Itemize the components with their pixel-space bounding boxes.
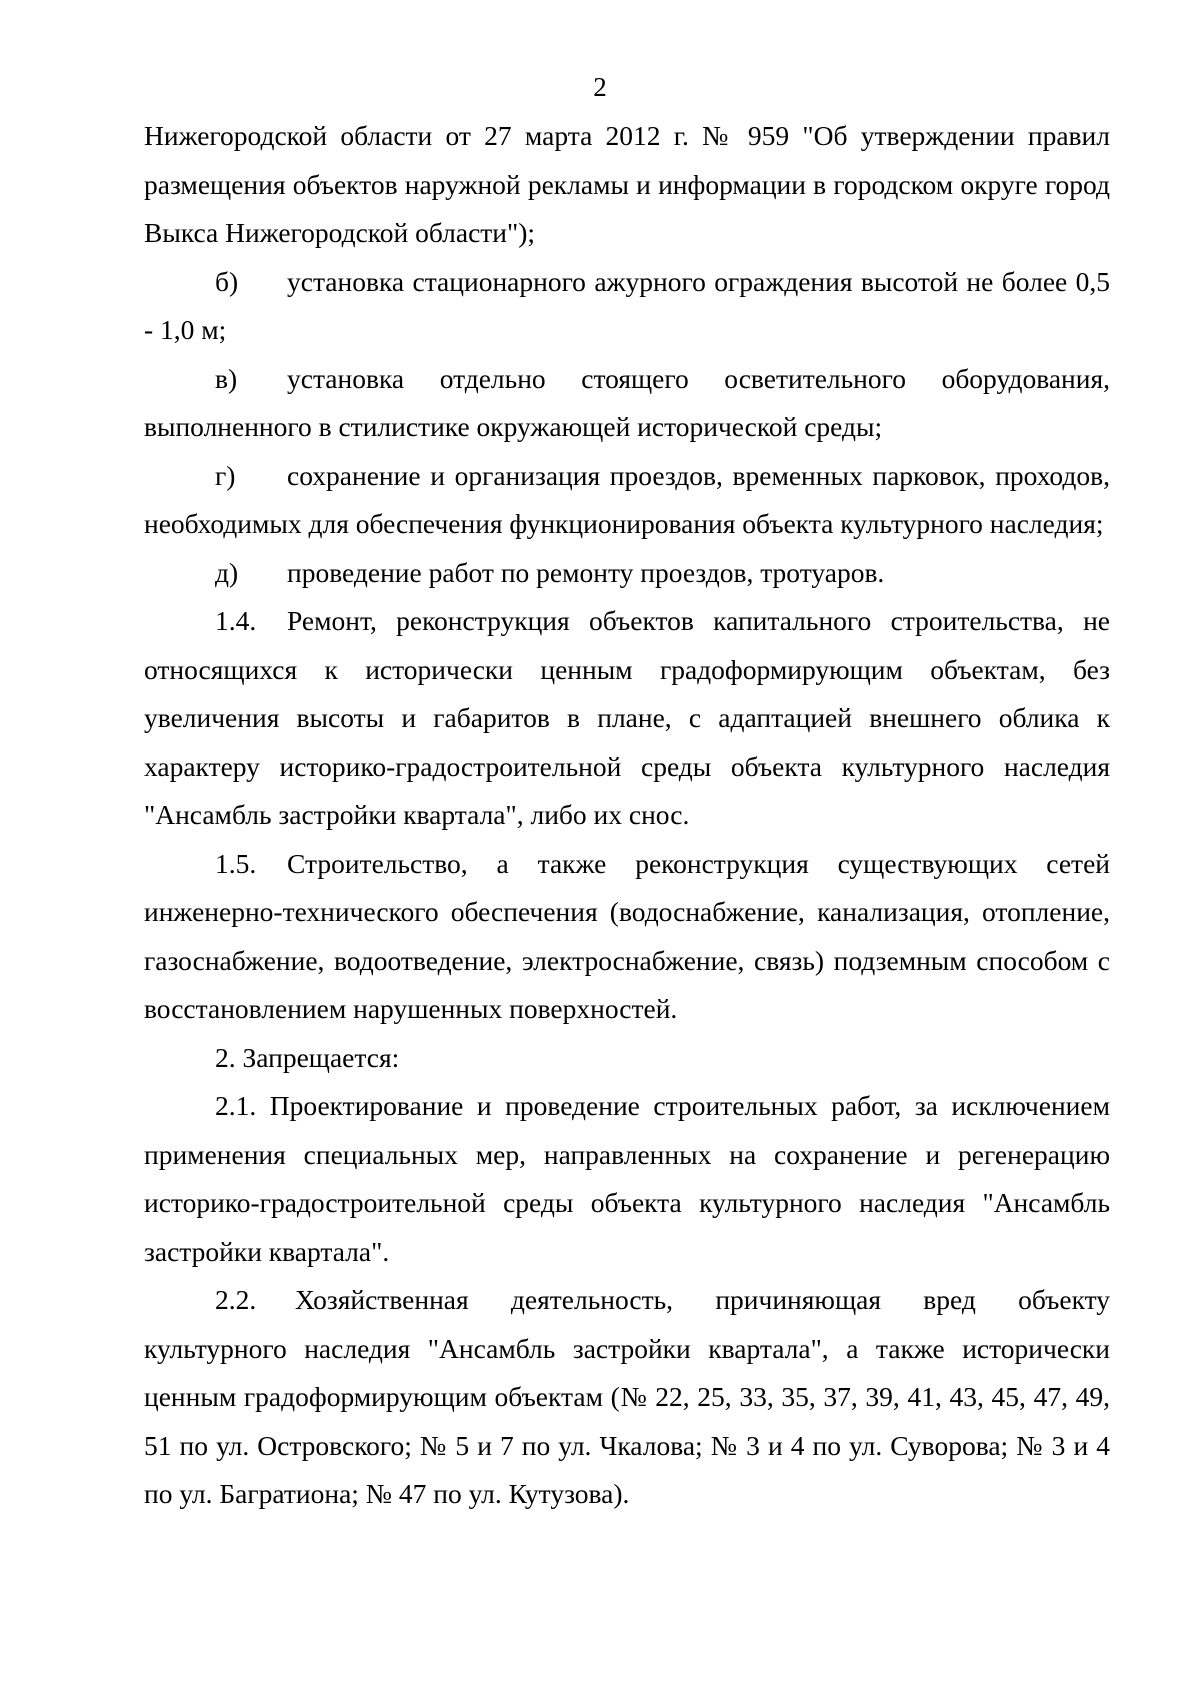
section-2-heading: [144, 1034, 1110, 1083]
list-item-label: г): [215, 459, 236, 491]
clause-text: Хозяйственная деятельность, причиняющая вред объекту культурного наследия "Ансамбль застройки квартала", а также исторически ценным градоформирующим объектам (№ 22, 25, 33, 35, 37, 39, 41, 43, 45, 47, 49, 51 по ул. Островского; № 5 и 7 по ул. Чкалова; № 3 и 4 по ул. Суворова; № 3 и 4 по ул. Багратиона; № 47 по ул. Кутузова).: [144, 1284, 1110, 1509]
clause-text: Строительство, а также реконструкция существующих сетей инженерно-технического обеспечения (водоснабжение, канализация, отопление, газоснабжение, водоотведение, электроснабжение, связь) подземным способом с восстановлением нарушенных поверхностей.: [144, 847, 1110, 1024]
clause-1-4: [144, 597, 1110, 840]
clause-1-5: [144, 840, 1110, 1034]
clause-number: 1.4.: [215, 605, 257, 636]
list-item-text: установка отдельно стоящего осветительного оборудования, выполненного в стилистике окружающей исторической среды;: [144, 362, 1110, 442]
clause-2-1: [144, 1082, 1110, 1276]
list-item-label: д): [215, 556, 239, 588]
paragraph-text: Нижегородской области от 27 марта 2012 г. № 959 "Об утверждении правил размещения объектов наружной рекламы и информации в городском округе город Выкса Нижегородской области");: [144, 120, 1110, 248]
list-item-text: сохранение и организация проездов, временных парковок, проходов, необходимых для обеспечения функционирования объекта культурного наследия;: [144, 459, 1110, 539]
list-item-text: проведение работ по ремонту проездов, тротуаров.: [287, 556, 885, 588]
paragraph-continuation: [144, 112, 1110, 258]
clause-2-2: [144, 1276, 1110, 1519]
list-item-d: [144, 549, 1110, 598]
clause-number: 2.2.: [215, 1284, 257, 1315]
list-item-v: [144, 355, 1110, 452]
document-body: [144, 112, 1110, 1519]
list-item-label: б): [215, 265, 239, 297]
page-number: 2: [593, 72, 607, 102]
clause-number: 1.5.: [215, 847, 257, 879]
list-item-g: [144, 452, 1110, 549]
list-item-label: в): [215, 362, 238, 394]
section-heading-text: 2. Запрещается:: [215, 1041, 400, 1073]
list-item-b: [144, 258, 1110, 355]
clause-text: 2.1. Проектирование и проведение строительных работ, за исключением применения специальных мер, направленных на сохранение и регенерацию историко-градостроительной среды объекта культурного наследия "Ансамбль застройки квартала".: [144, 1090, 1110, 1267]
list-item-text: установка стационарного ажурного ограждения высотой не более 0,5 - 1,0 м;: [144, 265, 1110, 345]
clause-text: Ремонт, реконструкция объектов капитального строительства, не относящихся к исторически ценным градоформирующим объектам, без увеличения высоты и габаритов в плане, с адаптацией внешнего облика к характеру историко-градостроительной среды объекта культурного наследия "Ансамбль застройки квартала", либо их снос.: [144, 605, 1110, 830]
